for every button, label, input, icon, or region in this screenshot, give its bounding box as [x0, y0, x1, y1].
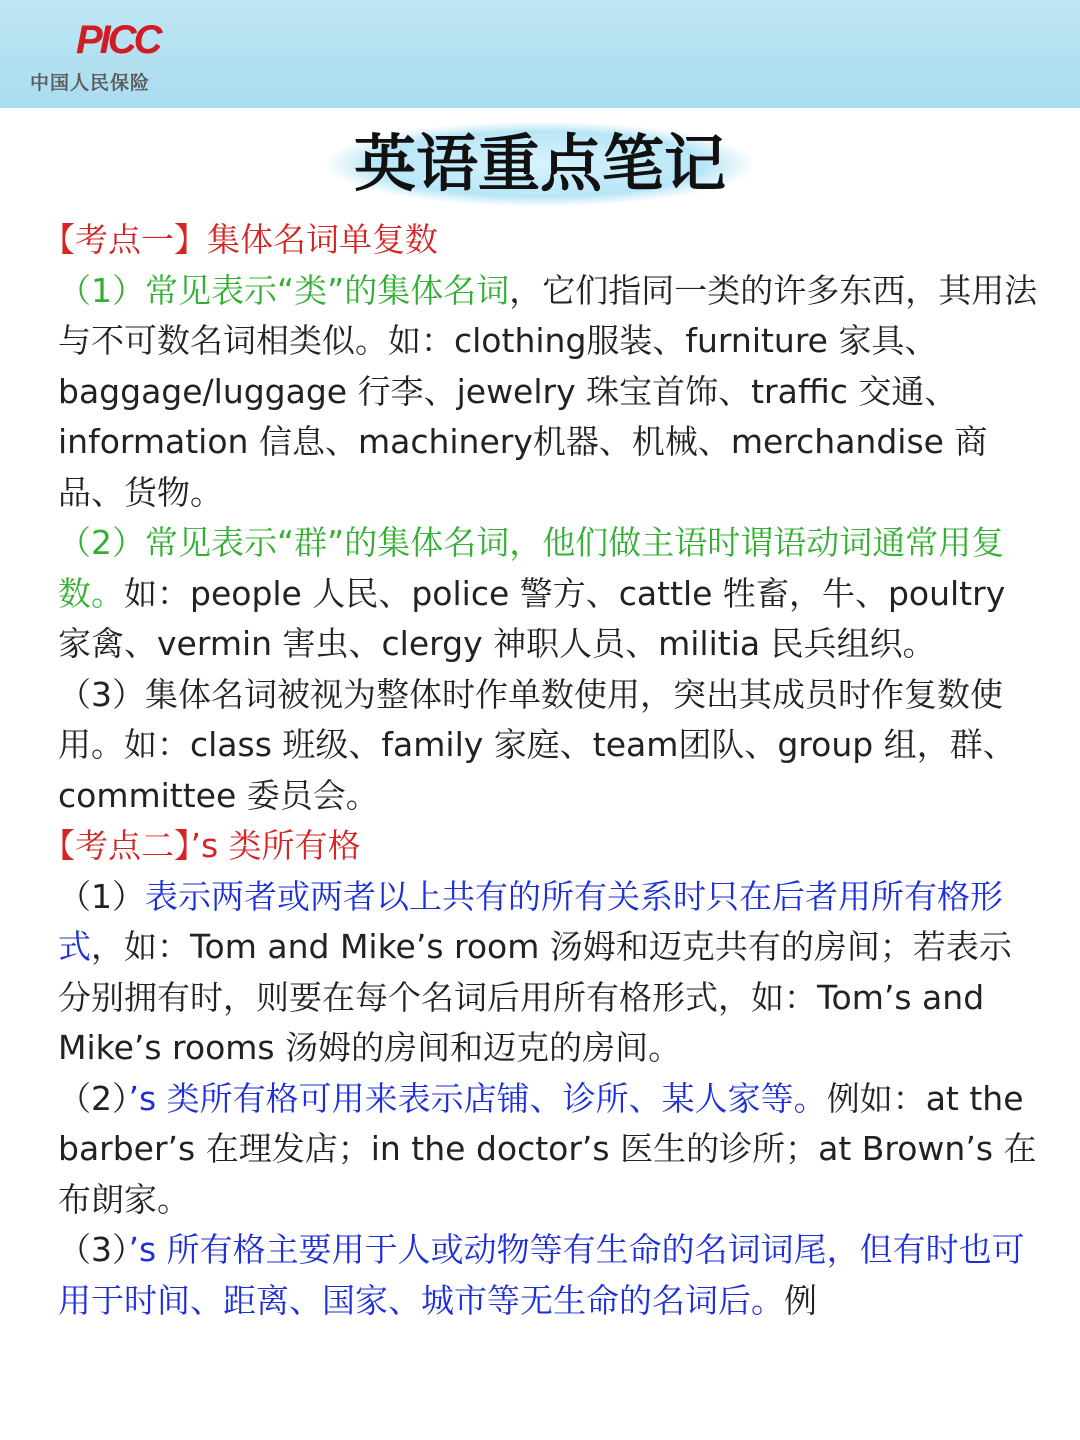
body-text: 例如：at the barber’s 在理发店；in the doctor’s 医生的诊所；at Brown’s 在布朗家。 — [58, 1078, 1037, 1219]
logo-mark: PICC — [76, 18, 160, 62]
picc-logo — [30, 20, 160, 95]
section-heading-1: 【考点一】集体名词单复数 — [42, 220, 438, 259]
body-text: ，如：Tom and Mike’s room 汤姆和迈克共有的房间；若表示分别拥有时，则要在每个名词后用所有格形式，如：Tom’s and Mike’s rooms 汤姆的房间和迈克的房间。 — [58, 927, 1012, 1067]
highlight-text: 表示两者或两者以上共有的所有关系时只在后者用所有格形式 — [58, 876, 1003, 966]
paragraph-1-2 — [42, 518, 1038, 670]
title-area — [0, 122, 1080, 206]
body-text: 如：people 人民、police 警方、cattle 牲畜，牛、poultry 家禽、vermin 害虫、clergy 神职人员、militia 民兵组织。 — [58, 573, 1006, 663]
highlight-text: （1）常见表示“类”的集体名词 — [58, 270, 510, 310]
item-number: （1） — [58, 876, 145, 916]
paragraph-1-3 — [42, 670, 1038, 822]
section-heading-2: 【考点二】’s 类所有格 — [42, 826, 361, 865]
logo-text: 中国人民保险 — [30, 72, 151, 94]
highlight-text: （2）常见表示“群”的集体名词，他们做主语时谓语动词通常用复数。 — [58, 523, 1005, 613]
paragraph-2-3 — [42, 1225, 1038, 1326]
paragraph-1-1 — [42, 266, 1038, 519]
header-banner — [0, 0, 1080, 108]
notes-body — [42, 215, 1038, 1326]
highlight-text: ’s 所有格主要用于人或动物等有生命的名词词尾，但有时也可用于时间、距离、国家、城市等无生命的名词后。 — [58, 1230, 1025, 1320]
paragraph-2-1 — [42, 872, 1038, 1074]
item-number: （2） — [58, 1078, 129, 1118]
highlight-text: ’s 类所有格可用来表示店铺、诊所、某人家等。 — [128, 1078, 827, 1118]
item-number: （3） — [58, 1230, 129, 1269]
body-text: ，它们指同一类的许多东西，其用法与不可数名词相类似。如：clothing服装、furniture 家具、baggage/luggage 行李、jewelry 珠宝首饰、traffic 交通、information 信息、machinery机器、机械、merchandise 商品、货物。 — [58, 270, 1038, 512]
paragraph-2-2 — [42, 1074, 1038, 1226]
page-title: 英语重点笔记 — [328, 122, 752, 206]
body-text: 例 — [784, 1280, 817, 1320]
body-text: （3）集体名词被视为整体时作单数使用，突出其成员时作复数使用。如：class 班级、family 家庭、team团队、group 组，群、committee 委员会。 — [58, 674, 1016, 815]
